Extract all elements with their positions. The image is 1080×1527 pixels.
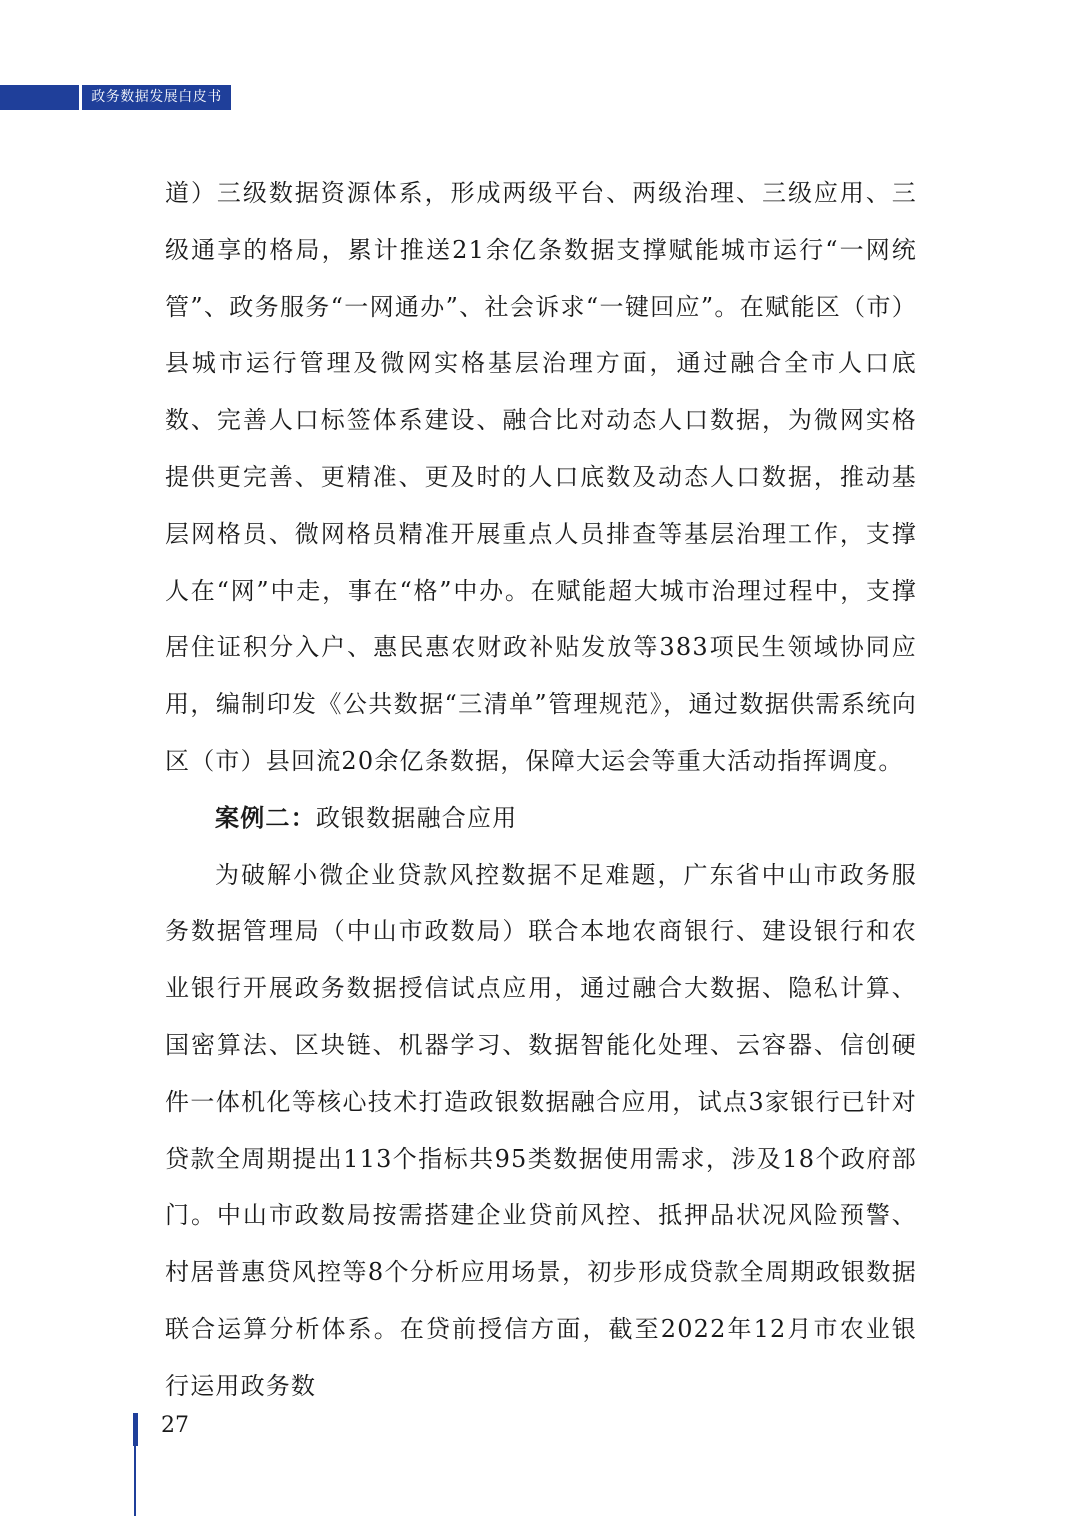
footer-accent-mark	[133, 1413, 138, 1446]
case-heading	[165, 790, 917, 847]
header-accent-bar	[0, 85, 79, 110]
case-title: 政银数据融合应用	[315, 803, 518, 832]
body-paragraph-continued: 道）三级数据资源体系，形成两级平台、两级治理、三级应用、三级通享的格局，累计推送21余亿条数据支撑赋能城市运行“一网统管”、政务服务“一网通办”、社会诉求“一键回应”。在赋能区（市）县城市运行管理及微网实格基层治理方面，通过融合全市人口底数、完善人口标签体系建设、融合比对动态人口数据，为微网实格提供更完善、更精准、更及时的人口底数及动态人口数据，推动基层网格员、微网格员精准开展重点人员排查等基层治理工作，支撑人在“网”中走，事在“格”中办。在赋能超大城市治理过程中，支撑居住证积分入户、惠民惠农财政补贴发放等383项民生领域协同应用，编制印发《公共数据“三清单”管理规范》，通过数据供需系统向区（市）县回流20余亿条数据，保障大运会等重大活动指挥调度。	[165, 179, 917, 775]
page-body	[165, 165, 917, 1415]
case-label: 案例二：	[215, 803, 316, 832]
page-number: 27	[161, 1413, 189, 1438]
footer-accent-line	[134, 1446, 136, 1516]
document-series-tag: 政务数据发展白皮书	[82, 85, 231, 110]
body-paragraph-case: 为破解小微企业贷款风控数据不足难题，广东省中山市政务服务数据管理局（中山市政数局）联合本地农商银行、建设银行和农业银行开展政务数据授信试点应用，通过融合大数据、隐私计算、国密算法、区块链、机器学习、数据智能化处理、云容器、信创硬件一体机化等核心技术打造政银数据融合应用，试点3家银行已针对贷款全周期提出113个指标共95类数据使用需求，涉及18个政府部门。中山市政数局按需搭建企业贷前风控、抵押品状况风险预警、村居普惠贷风控等8个分析应用场景，初步形成贷款全周期政银数据联合运算分析体系。在贷前授信方面，截至2022年12月市农业银行运用政务数	[165, 860, 917, 1400]
